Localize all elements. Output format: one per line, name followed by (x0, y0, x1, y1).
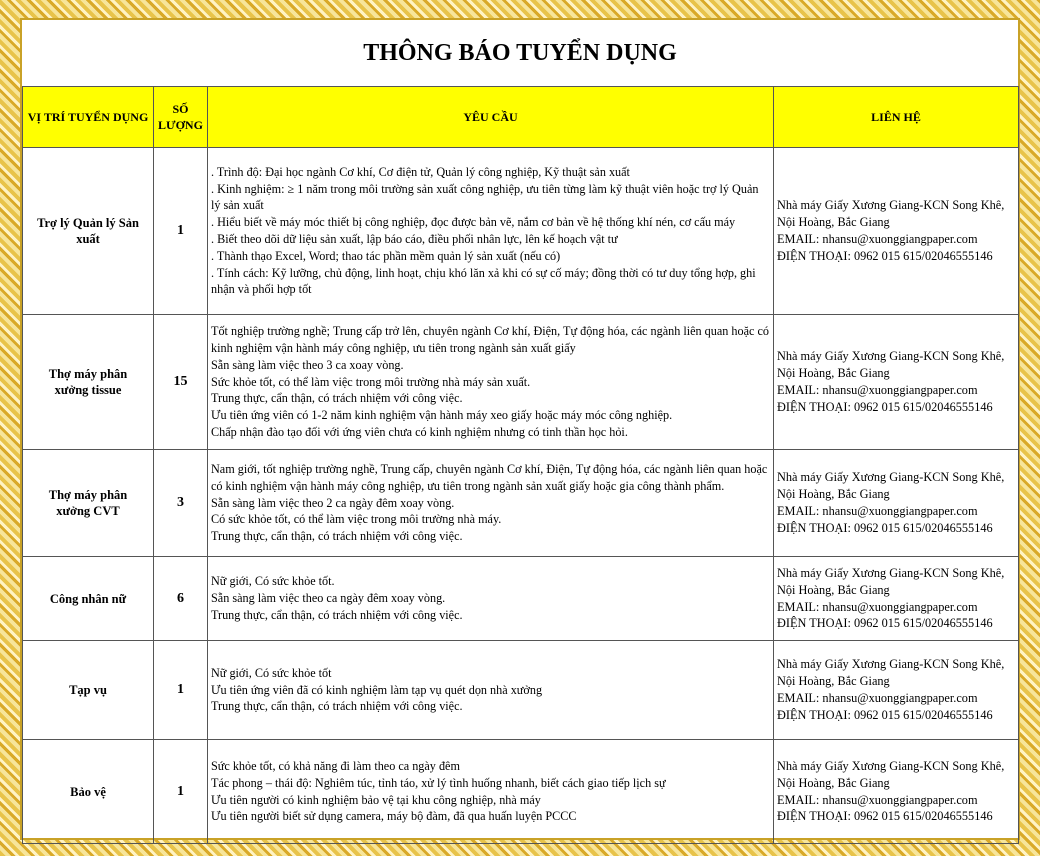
requirement-line: Ưu tiên người có kinh nghiệm bảo vệ tại khu công nghiệp, nhà máy (211, 792, 541, 807)
contact-address: Nhà máy Giấy Xương Giang-KCN Song Khê, (777, 198, 1005, 213)
table-row (23, 557, 1019, 641)
page-title: THÔNG BÁO TUYỂN DỤNG (22, 20, 1018, 87)
requirement-line: Sức khỏe tốt, có thể làm việc trong môi trường nhà máy sản xuất. (211, 374, 531, 389)
requirement-line: Trung thực, cẩn thận, có trách nhiệm với công việc. (211, 391, 463, 406)
contact-cell (774, 148, 1019, 315)
requirement-line: Sẵn sàng làm việc theo ca ngày đêm xoay vòng. (211, 591, 446, 606)
contact-phone: ĐIỆN THOẠI: 0962 015 615/02046555146 (777, 399, 993, 414)
contact-cell (774, 557, 1019, 641)
contact-email: EMAIL: nhansu@xuonggiangpaper.com (777, 504, 978, 518)
position-cell: Tạp vụ (23, 641, 154, 740)
requirement-line: Trung thực, cẩn thận, có trách nhiệm với công việc. (211, 607, 463, 622)
contact-email: EMAIL: nhansu@xuonggiangpaper.com (777, 691, 978, 705)
requirement-line: Nam giới, tốt nghiệp trường nghề, Trung cấp, chuyên ngành Cơ khí, Điện, Tự động hóa, các ngành liên quan hoặc có kinh nghiệm vận hành máy công nghiệp, ưu tiên trong ngành sản xuất giấy hoặc gia công thành phẩm. (211, 462, 768, 493)
requirement-line: Chấp nhận đào tạo đối với ứng viên chưa có kinh nghiệm nhưng có tinh thần học hỏi. (211, 424, 628, 439)
quantity-cell: 1 (154, 641, 208, 740)
header-requirements: YÊU CẦU (208, 87, 774, 148)
requirements-cell (208, 740, 774, 844)
contact-phone: ĐIỆN THOẠI: 0962 015 615/02046555146 (777, 616, 993, 631)
requirements-cell (208, 557, 774, 641)
quantity-cell: 15 (154, 315, 208, 450)
table-row (23, 740, 1019, 844)
contact-phone: ĐIỆN THOẠI: 0962 015 615/02046555146 (777, 809, 993, 824)
table-row (23, 450, 1019, 557)
requirement-line: . Thành thạo Excel, Word; thao tác phần mềm quản lý sản xuất (nếu có) (211, 248, 561, 263)
position-cell: Bảo vệ (23, 740, 154, 844)
requirement-line: Ưu tiên ứng viên đã có kinh nghiệm làm tạp vụ quét dọn nhà xưởng (211, 682, 543, 697)
header-position: VỊ TRÍ TUYỂN DỤNG (23, 87, 154, 148)
table-row (23, 641, 1019, 740)
requirement-line: Tác phong – thái độ: Nghiêm túc, tỉnh táo, xử lý tình huống nhanh, biết cách giao tiếp lịch sự (211, 775, 666, 790)
requirement-line: . Biết theo dõi dữ liệu sản xuất, lập báo cáo, điều phối nhân lực, lên kế hoạch vật tư (211, 232, 618, 246)
contact-address: Nội Hoàng, Bắc Giang (777, 215, 890, 230)
requirement-line: . Kinh nghiệm: ≥ 1 năm trong môi trường sản xuất công nghiệp, ưu tiên từng làm kỹ thuật viên hoặc trợ lý Quản lý sản xuất (211, 181, 759, 213)
requirement-line: . Tính cách: Kỹ lưỡng, chủ động, linh hoạt, chịu khó lăn xả khi có sự cố máy; đồng thời có tư duy tổng hợp, ghi nhận và phối hợp tốt (211, 265, 756, 297)
quantity-cell: 1 (154, 148, 208, 315)
contact-address: Nội Hoàng, Bắc Giang (777, 487, 890, 502)
requirement-line: Sẵn sàng làm việc theo 2 ca ngày đêm xoay vòng. (211, 495, 455, 510)
contact-cell (774, 740, 1019, 844)
requirement-line: Trung thực, cẩn thận, có trách nhiệm với công việc. (211, 529, 463, 544)
contact-cell (774, 641, 1019, 740)
requirements-cell (208, 148, 774, 315)
table-row (23, 148, 1019, 315)
contact-email: EMAIL: nhansu@xuonggiangpaper.com (777, 599, 978, 614)
contact-address: Nội Hoàng, Bắc Giang (777, 582, 890, 597)
quantity-cell: 6 (154, 557, 208, 641)
table-row (23, 315, 1019, 450)
table-header-row (23, 87, 1019, 148)
recruitment-table (22, 86, 1019, 844)
contact-address: Nhà máy Giấy Xương Giang-KCN Song Khê, (777, 565, 1005, 580)
position-cell: Thợ máy phân xưởng tissue (23, 315, 154, 450)
requirements-cell (208, 450, 774, 557)
contact-cell (774, 315, 1019, 450)
notice-sheet (20, 18, 1020, 840)
requirement-line: Sẵn sàng làm việc theo 3 ca xoay vòng. (211, 357, 404, 372)
contact-address: Nội Hoàng, Bắc Giang (777, 775, 890, 790)
requirement-line: Tốt nghiệp trường nghề; Trung cấp trở lên, chuyên ngành Cơ khí, Điện, Tự động hóa, các ngành liên quan hoặc có kinh nghiệm vận hành máy công nghiệp, ưu tiên trong ngành sản xuất giấy (211, 324, 769, 355)
contact-address: Nhà máy Giấy Xương Giang-KCN Song Khê, (777, 657, 1005, 672)
contact-address: Nhà máy Giấy Xương Giang-KCN Song Khê, (777, 470, 1005, 485)
position-cell: Thợ máy phân xưởng CVT (23, 450, 154, 557)
contact-phone: ĐIỆN THOẠI: 0962 015 615/02046555146 (777, 520, 993, 535)
contact-phone: ĐIỆN THOẠI: 0962 015 615/02046555146 (777, 707, 993, 722)
contact-email: EMAIL: nhansu@xuonggiangpaper.com (777, 232, 978, 246)
position-cell: Trợ lý Quản lý Sản xuất (23, 148, 154, 315)
requirement-line: Ưu tiên ứng viên có 1-2 năm kinh nghiệm vận hành máy xeo giấy hoặc máy móc công nghiệp. (211, 408, 673, 423)
position-cell: Công nhân nữ (23, 557, 154, 641)
header-contact: LIÊN HỆ (774, 87, 1019, 148)
requirements-cell (208, 315, 774, 450)
contact-cell (774, 450, 1019, 557)
contact-email: EMAIL: nhansu@xuonggiangpaper.com (777, 383, 978, 397)
quantity-cell: 1 (154, 740, 208, 844)
contact-address: Nội Hoàng, Bắc Giang (777, 366, 890, 381)
contact-address: Nhà máy Giấy Xương Giang-KCN Song Khê, (777, 349, 1005, 364)
requirement-line: Ưu tiên người biết sử dụng camera, máy bộ đàm, đã qua huấn luyện PCCC (211, 809, 577, 824)
quantity-cell: 3 (154, 450, 208, 557)
requirement-line: . Trình độ: Đại học ngành Cơ khí, Cơ điện tử, Quản lý công nghiệp, Kỹ thuật sản xuất (211, 164, 630, 179)
header-quantity: SỐ LƯỢNG (154, 87, 208, 148)
requirement-line: Nữ giới, Có sức khỏe tốt (211, 665, 332, 680)
requirement-line: Nữ giới, Có sức khỏe tốt. (211, 574, 335, 589)
contact-address: Nội Hoàng, Bắc Giang (777, 674, 890, 689)
requirement-line: . Hiểu biết về máy móc thiết bị công nghiệp, đọc được bản vẽ, nắm cơ bản về hệ thống khí nén, cơ cấu máy (211, 215, 736, 230)
requirement-line: Sức khỏe tốt, có khả năng đi làm theo ca ngày đêm (211, 758, 460, 773)
requirement-line: Có sức khỏe tốt, có thể làm việc trong môi trường nhà máy. (211, 512, 502, 527)
contact-address: Nhà máy Giấy Xương Giang-KCN Song Khê, (777, 758, 1005, 773)
contact-phone: ĐIỆN THOẠI: 0962 015 615/02046555146 (777, 248, 993, 263)
contact-email: EMAIL: nhansu@xuonggiangpaper.com (777, 792, 978, 807)
requirements-cell (208, 641, 774, 740)
requirement-line: Trung thực, cẩn thận, có trách nhiệm với công việc. (211, 699, 463, 714)
